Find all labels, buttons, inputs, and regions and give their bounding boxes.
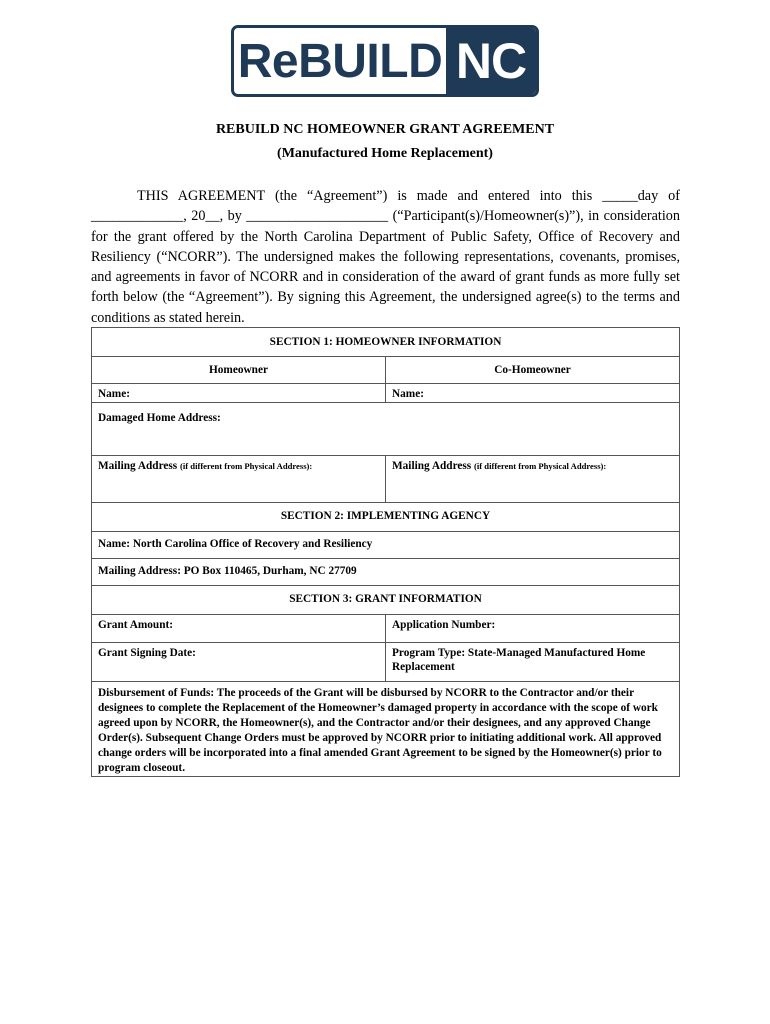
cohomeowner-name-label: Name: bbox=[392, 388, 424, 400]
agreement-intro bbox=[91, 186, 680, 328]
homeowner-name-label: Name: bbox=[98, 388, 130, 400]
section1-title: SECTION 1: HOMEOWNER INFORMATION bbox=[92, 328, 680, 357]
document-subtitle: (Manufactured Home Replacement) bbox=[277, 146, 493, 161]
homeowner-mailing-address-field[interactable] bbox=[92, 455, 386, 502]
agreement-form-table bbox=[91, 327, 680, 777]
rebuild-nc-logo bbox=[231, 25, 539, 97]
logo-rebuild-text: ReBUILD bbox=[237, 34, 443, 88]
cohomeowner-mailing-address-field[interactable] bbox=[386, 455, 680, 502]
application-number-field[interactable] bbox=[386, 614, 680, 642]
grant-amount-label: Grant Amount: bbox=[98, 618, 174, 631]
grant-amount-field[interactable] bbox=[92, 614, 386, 642]
homeowner-column-header: Homeowner bbox=[92, 357, 386, 384]
damaged-home-address-label: Damaged Home Address: bbox=[98, 411, 221, 424]
grant-signing-date-field[interactable] bbox=[92, 642, 386, 681]
cohomeowner-mailing-note: (if different from Physical Address): bbox=[474, 460, 607, 471]
damaged-home-address-field[interactable] bbox=[92, 402, 680, 455]
agency-name: Name: North Carolina Office of Recovery and Resiliency bbox=[92, 531, 680, 558]
homeowner-name-field[interactable] bbox=[92, 384, 386, 403]
section2-title: SECTION 2: IMPLEMENTING AGENCY bbox=[92, 502, 680, 531]
cohomeowner-column-header: Co-Homeowner bbox=[386, 357, 680, 384]
logo-nc-text: NC bbox=[446, 28, 536, 94]
section3-title: SECTION 3: GRANT INFORMATION bbox=[92, 585, 680, 614]
homeowner-mailing-note: (if different from Physical Address): bbox=[180, 460, 313, 471]
disbursement-of-funds: Disbursement of Funds: The proceeds of the Grant will be disbursed by NCORR to the Contractor and/or their designees to complete the Replacement of the Homeowner’s damaged property in accordance with the scope of work agreed upon by NCORR, the Homeowner(s), and the Contractor and/or their designees, and any approved Change Order(s). Subsequent Change Orders must be approved by NCORR prior to initiating additional work. All approved change orders will be incorporated into a final amended Grant Agreement to be signed by the Homeowner(s) prior to program closeout. bbox=[92, 681, 680, 776]
homeowner-mailing-label: Mailing Address bbox=[98, 459, 178, 472]
agreement-intro-text: THIS AGREEMENT (the “Agreement”) is made and entered into this _____day of _____________, 20__, by ____________________ (“Participant(s)/Homeowner(s)”), in consideration for the grant offered by the North Carolina Department of Public Safety, Office of Recovery and Resiliency (“NCORR”). The undersigned makes the following representations, covenants, promises, and agreements in favor of NCORR and in consideration of the award of grant funds as more fully set forth below (the “Agreement”). By signing this Agreement, the undersigned agree(s) to the terms and conditions as stated herein. bbox=[91, 188, 680, 326]
agency-mailing-address: Mailing Address: PO Box 110465, Durham, NC 27709 bbox=[92, 558, 680, 585]
application-number-label: Application Number: bbox=[392, 618, 496, 631]
grant-signing-date-label: Grant Signing Date: bbox=[98, 646, 196, 659]
cohomeowner-name-field[interactable] bbox=[386, 384, 680, 403]
document-title: REBUILD NC HOMEOWNER GRANT AGREEMENT bbox=[215, 122, 555, 137]
cohomeowner-mailing-label: Mailing Address bbox=[392, 459, 472, 472]
program-type: Program Type: State-Managed Manufactured Home Replacement bbox=[386, 642, 680, 681]
